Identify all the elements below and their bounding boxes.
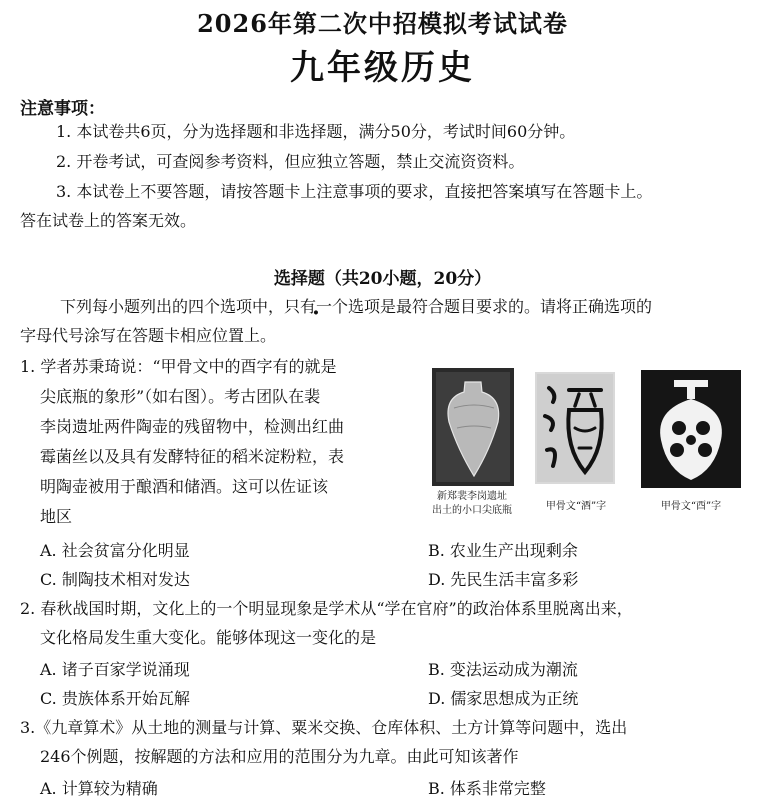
pointed-bottom-bottle-photo (432, 368, 514, 486)
q1-stem-line6: 地区 (40, 507, 73, 526)
q1-option-a[interactable]: A. 社会贫富分化明显 (40, 541, 190, 560)
intro-emphasis-text: 只有一个 (284, 297, 349, 316)
intro-pre: 下列每小题列出的四个选项中， (60, 297, 285, 316)
figure2-caption-line1: 甲骨文“酒”字 (545, 501, 607, 512)
q1-option-c[interactable]: C. 制陶技术相对发达 (40, 570, 190, 589)
q1-stem-line5: 明陶壶被用于酿酒和储酒。这可以佐证该 (40, 477, 329, 496)
q1-stem-line1: 1. 学者苏秉琦说：“甲骨文中的酉字有的就是 (20, 357, 337, 376)
oracle-jiu-glyph (535, 372, 615, 484)
q1-option-d[interactable]: D. 先民生活丰富多彩 (428, 570, 579, 589)
notice-item-2: 2. 开卷考试，可查阅参考资料，但应独立答题，禁止交流资资料。 (56, 152, 525, 171)
section-intro-line1 (60, 296, 652, 318)
figure1-caption-line1: 新郑裴李岗遗址 (437, 491, 507, 502)
q2-stem-line1: 2. 春秋战国时期，文化上的一个明显现象是学术从“学在官府”的政治体系里脱离出来， (20, 599, 633, 618)
q3-stem-line2: 246个例题，按解题的方法和应用的范围分为九章。由此可知该著作 (40, 747, 519, 766)
q3-option-b[interactable]: B. 体系非常完整 (428, 779, 546, 798)
notice-heading: 注意事项： (20, 99, 105, 119)
q2-option-a[interactable]: A. 诸子百家学说涌现 (40, 660, 190, 679)
intro-post: 选项是最符合题目要求的。请将正确选项的 (348, 297, 653, 316)
notice-item-3-cont: 答在试卷上的答案无效。 (20, 211, 197, 230)
q2-option-d[interactable]: D. 儒家思想成为正统 (428, 689, 579, 708)
q2-stem-line2: 文化格局发生重大变化。能够体现这一变化的是 (40, 628, 377, 647)
q2-option-b[interactable]: B. 变法运动成为潮流 (428, 660, 578, 679)
figure1-caption-line2: 出土的小口尖底瓶 (432, 505, 512, 516)
figure2-caption (528, 500, 624, 514)
q3-stem-line1: 3.《九章算术》从土地的测量与计算、粟米交换、仓库体积、土方计算等问题中，选出 (20, 718, 628, 737)
section-intro-line2: 字母代号涂写在答题卡相应位置上。 (20, 326, 277, 345)
intro-emphasis (284, 296, 348, 318)
figure1-caption (408, 490, 536, 518)
notice-item-3: 3. 本试卷上不要答题，请按答题卡上注意事项的要求，直接把答案填写在答题卡上。 (56, 182, 653, 201)
section-heading: 选择题（共20小题，20分） (273, 269, 492, 289)
q1-stem-line4: 霉菌丝以及具有发酵特征的稻米淀粉粒，表 (40, 447, 345, 466)
q3-option-a[interactable]: A. 计算较为精确 (40, 779, 158, 798)
exam-title: 2026年第二次中招模拟考试试卷 (197, 9, 568, 38)
notice-item-1: 1. 本试卷共6页，分为选择题和非选择题，满分50分，考试时间60分钟。 (56, 122, 576, 141)
oracle-you-glyph (641, 370, 741, 488)
q1-stem-line3: 李岗遗址两件陶壶的残留物中，检测出红曲 (40, 417, 345, 436)
q2-option-c[interactable]: C. 贵族体系开始瓦解 (40, 689, 190, 708)
figure3-caption-line1: 甲骨文“酉”字 (660, 501, 722, 512)
figure3-caption (636, 500, 746, 514)
q1-option-b[interactable]: B. 农业生产出现剩余 (428, 541, 578, 560)
subject-title: 九年级历史 (290, 48, 475, 88)
q1-stem-line2: 尖底瓶的象形”（如右图）。考古团队在裴 (40, 387, 321, 406)
